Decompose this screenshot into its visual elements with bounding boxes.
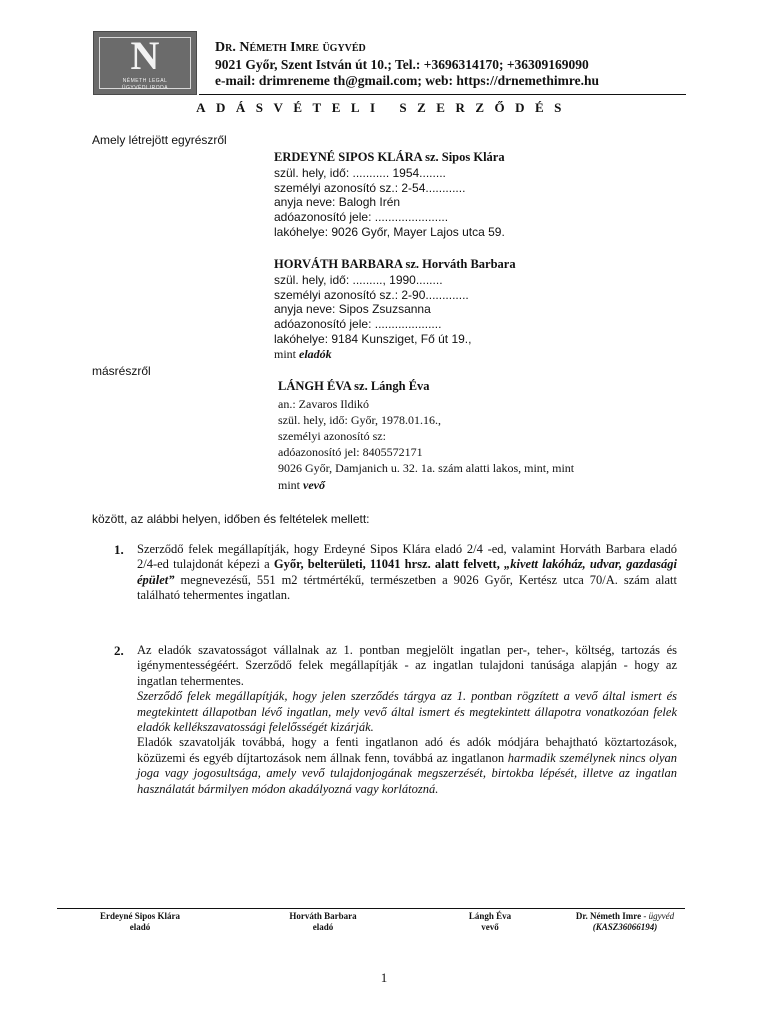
document-title: ADÁSVÉTELI SZERZŐDÉS — [196, 100, 572, 115]
lawyer-signature-title: - ügyvéd — [641, 911, 675, 921]
buyer-mother: an.: Zavaros Ildikó — [278, 397, 369, 411]
buyer-name: LÁNGH ÉVA sz. Lángh Éva — [278, 379, 430, 393]
seller2-address: lakóhelye: 9184 Kunsziget, Fő út 19., — [274, 332, 472, 346]
signature-role: eladó — [129, 922, 151, 932]
intro-text: Amely létrejött egyrészről — [92, 133, 227, 147]
signature-seller2 — [258, 911, 388, 933]
buyer-role — [278, 478, 325, 492]
seller1-name: ERDEYNÉ SIPOS KLÁRA sz. Sipos Klára — [274, 150, 505, 164]
logo-caption: NÉMETH LEGAL — [122, 78, 168, 84]
seller1-address: lakóhelye: 9026 Győr, Mayer Lajos utca 59. — [274, 225, 505, 239]
signature-lawyer — [555, 911, 695, 933]
seller1-tax: adóazonosító jele: ...................... — [274, 210, 449, 224]
seller2-role — [274, 347, 332, 361]
item-2-encumbrance-text: Eladók szavatolják továbbá, hogy a fenti ingatlanon adó és adók módjára behajtható köztartozások, közüzemi és egyéb díjtartozások nem állnak fenn, továbbá az ingatlanon — [137, 735, 677, 765]
role-prefix: mint — [278, 478, 304, 492]
seller2-tax: adóazonosító jele: .................... — [274, 317, 442, 331]
between-text: között, az alábbi helyen, időben és feltételek mellett: — [92, 512, 370, 526]
buyer-tax: adóazonosító jel: 8405572171 — [278, 445, 423, 459]
footer-divider — [57, 908, 685, 909]
buyer-birth: szül. hely, idő: Győr, 1978.01.16., — [278, 413, 442, 427]
lawyer-registration: (KASZ36066194) — [592, 922, 658, 932]
lawyer-contact: e-mail: drimreneme th@gmail.com; web: https://drnemethimre.hu — [215, 73, 599, 88]
item-1-text-rest: megnevezésű, 551 m2 tértmértékű, természetben a 9026 Győr, Kertész utca 70/A. szám alatt található tehermentes ingatlan. — [137, 572, 677, 603]
lawyer-address: 9021 Győr, Szent István út 10.; Tel.: +3696314170; +36309169090 — [215, 57, 589, 72]
logo-monogram: N — [130, 33, 160, 78]
seller1-mother: anyja neve: Balogh Irén — [274, 195, 401, 209]
item-1-designation: „kivett lakóház, udvar, gazdasági épület” — [137, 557, 678, 587]
item-1-text: Szerződő felek megállapítják, hogy Erdeyné Sipos Klára eladó 2/4 -ed, valamint Horváth Barbara eladó 2/4-ed tulajdonát képezi a — [137, 542, 677, 572]
seller2-id: személyi azonosító sz.: 2-90............. — [274, 288, 469, 302]
item-2-warranty: Az eladók szavatosságot vállalnak az 1. pontban megjelölt ingatlan per-, teher-, költség, tartozás és igénymentességéért. Szerződő felek megállapítják - az ingatlan tulajdoni tanúsága alapján - hogy az ingatlan tehermentes. — [137, 643, 677, 688]
role-sellers: eladók — [299, 347, 332, 361]
signature-role: eladó — [312, 922, 334, 932]
item-number: 2. — [114, 643, 124, 658]
lawyer-name: Dr. Németh Imre ügyvéd — [215, 40, 366, 55]
seller1-id: személyi azonosító sz.: 2-54............ — [274, 181, 466, 195]
seller1-birth: szül. hely, idő: ........... 1954........ — [274, 166, 446, 180]
signature-seller1 — [75, 911, 205, 933]
item-2-paragraph — [137, 643, 677, 797]
logo-caption-sub: ÜGYVÉDI IRODA — [121, 85, 169, 91]
header-divider — [199, 94, 686, 95]
signature-name: Erdeyné Sipos Klára — [99, 911, 180, 921]
buyer-address: 9026 Győr, Damjanich u. 32. 1a. szám alatti lakos, mint, mint — [278, 461, 575, 475]
item-1-paragraph — [137, 542, 677, 604]
page-number: 1 — [380, 970, 388, 985]
signature-name — [555, 911, 695, 922]
item-number: 1. — [114, 542, 124, 557]
other-side-text: másrészről — [92, 364, 151, 378]
item-2-encumbrance — [137, 735, 677, 797]
role-buyer: vevő — [303, 478, 325, 492]
signature-name: Lángh Éva — [468, 911, 512, 921]
item-2-third-party: harmadik személynek nincs olyan joga vagy jogosultsága, amely vevő tulajdonjogának megszerzését, birtokba lépését, illetve az ingatlan használatát bármilyen módon akadályozná vagy korlátozná. — [137, 750, 677, 796]
lawyer-signature-name: Dr. Németh Imre — [575, 911, 642, 921]
seller2-birth: szül. hely, idő: ........., 1990........ — [274, 273, 443, 287]
signature-role: vevő — [481, 922, 499, 932]
signature-name: Horváth Barbara — [289, 911, 357, 921]
seller2-mother: anyja neve: Sipos Zsuzsanna — [274, 302, 431, 316]
buyer-id: személyi azonosító sz: — [278, 429, 386, 443]
item-1-property: Győr, belterületi, 11041 hrsz. alatt felvett, — [273, 557, 505, 572]
role-prefix: mint — [274, 347, 300, 361]
signature-buyer — [430, 911, 550, 933]
seller2-name: HORVÁTH BARBARA sz. Horváth Barbara — [274, 257, 516, 271]
item-2-condition: Szerződő felek megállapítják, hogy jelen szerződés tárgya az 1. pontban rögzített a vevő által ismert és megtekintett állapotban lévő ingatlan, mely vevő által ismert és megtekintett állapotra vonatkozóan felek eladók kellékszavatossági felelősségét kizárják. — [137, 689, 677, 735]
law-office-logo — [93, 31, 197, 95]
